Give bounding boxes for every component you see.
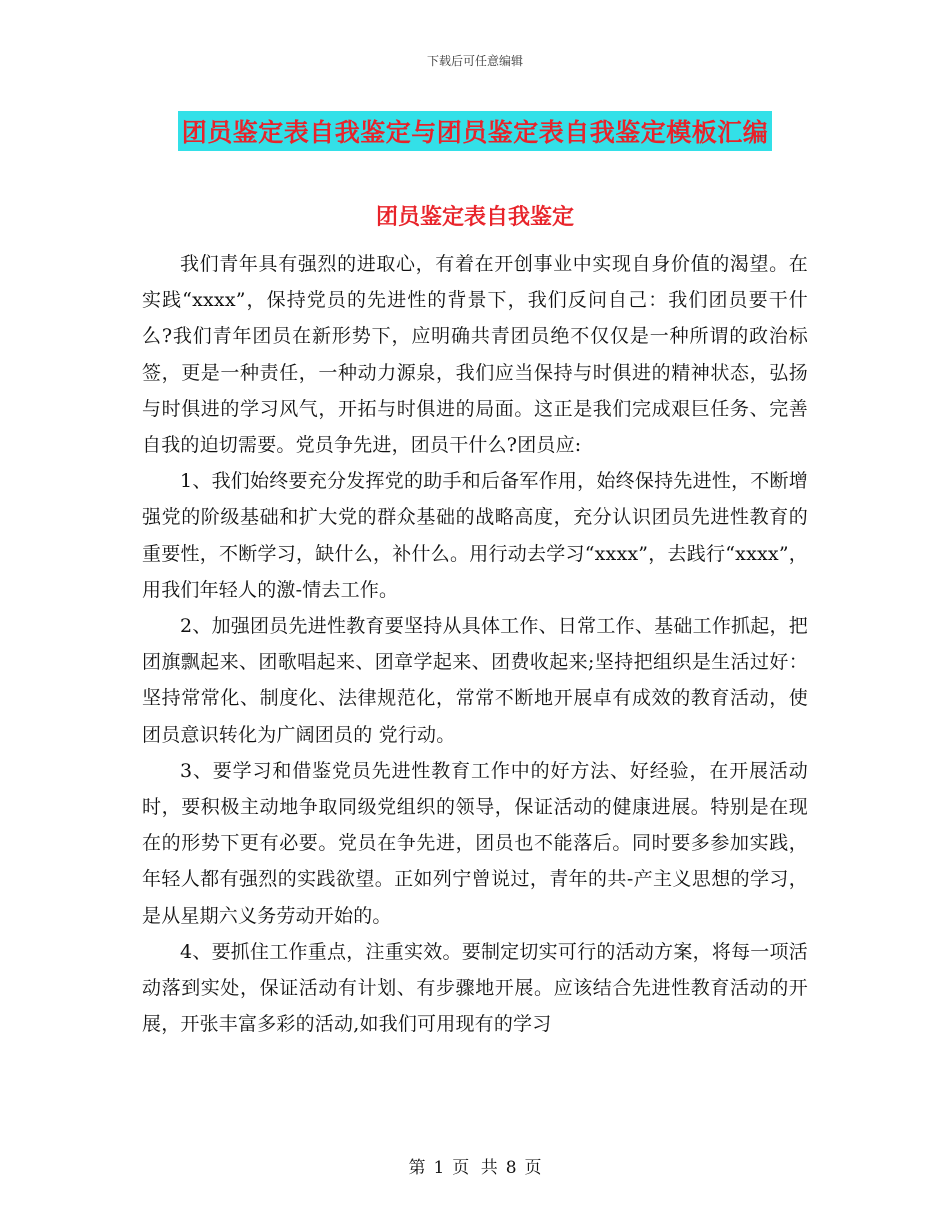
page-footer <box>0 1153 950 1178</box>
header-note: 下载后可任意编辑 <box>426 54 523 68</box>
main-title-wrap <box>0 111 950 151</box>
total-pages-number: 8 <box>505 1158 517 1178</box>
paragraph-point-3: 3、要学习和借鉴党员先进性教育工作中的好方法、好经验，在开展活动时，要积极主动地争取同级党组织的领导，保证活动的健康进展。特别是在现在的形势下更有必要。党员在争先进，团员也不能落后。同时要多参加实践，年轻人都有强烈的实践欲望。正如列宁曾说过，青年的共-产主义思想的学习，是从星期六义务劳动开始的。 <box>142 759 808 927</box>
paragraph-intro: 我们青年具有强烈的进取心，有着在开创事业中实现自身价值的渴望。在实践“xxxx”，保持党员的先进性的背景下，我们反问自己：我们团员要干什么?我们青年团员在新形势下，应明确共青团员绝不仅仅是一种所谓的政治标签，更是一种责任，一种动力源泉，我们应当保持与时俱进的精神状态，弘扬与时俱进的学习风气，开拓与时俱进的局面。这正是我们完成艰巨任务、完善自我的迫切需要。党员争先进，团员干什么?团员应: <box>142 253 808 457</box>
page-label-prefix: 第 <box>408 1158 426 1178</box>
current-page-number: 1 <box>433 1158 445 1178</box>
document-body <box>142 246 808 1042</box>
section-title: 团员鉴定表自我鉴定 <box>375 205 574 230</box>
main-title: 团员鉴定表自我鉴定与团员鉴定表自我鉴定模板汇编 <box>178 111 773 151</box>
paragraph-point-2: 2、加强团员先进性教育要坚持从具体工作、日常工作、基础工作抓起，把团旗飘起来、团歌唱起来、团章学起来、团费收起来;坚持把组织是生活过好：坚持常常化、制度化、法律规范化，常常不断地开展卓有成效的教育活动，使团员意识转化为广阔团员的 党行动。 <box>142 615 808 746</box>
page-label-mid: 页 共 <box>452 1158 498 1178</box>
page-label-suffix: 页 <box>524 1158 542 1178</box>
paragraph-point-4: 4、要抓住工作重点，注重实效。要制定切实可行的活动方案，将每一项活动落到实处，保证活动有计划、有步骤地开展。应该结合先进性教育活动的开展，开张丰富多彩的活动,如我们可用现有的学习 <box>142 940 808 1036</box>
paragraph-point-1: 1、我们始终要充分发挥党的助手和后备军作用，始终保持先进性，不断增强党的阶级基础和扩大党的群众基础的战略高度，充分认识团员先进性教育的重要性，不断学习，缺什么，补什么。用行动去学习“xxxx”，去践行“xxxx”，用我们年轻人的激-情去工作。 <box>142 470 808 601</box>
